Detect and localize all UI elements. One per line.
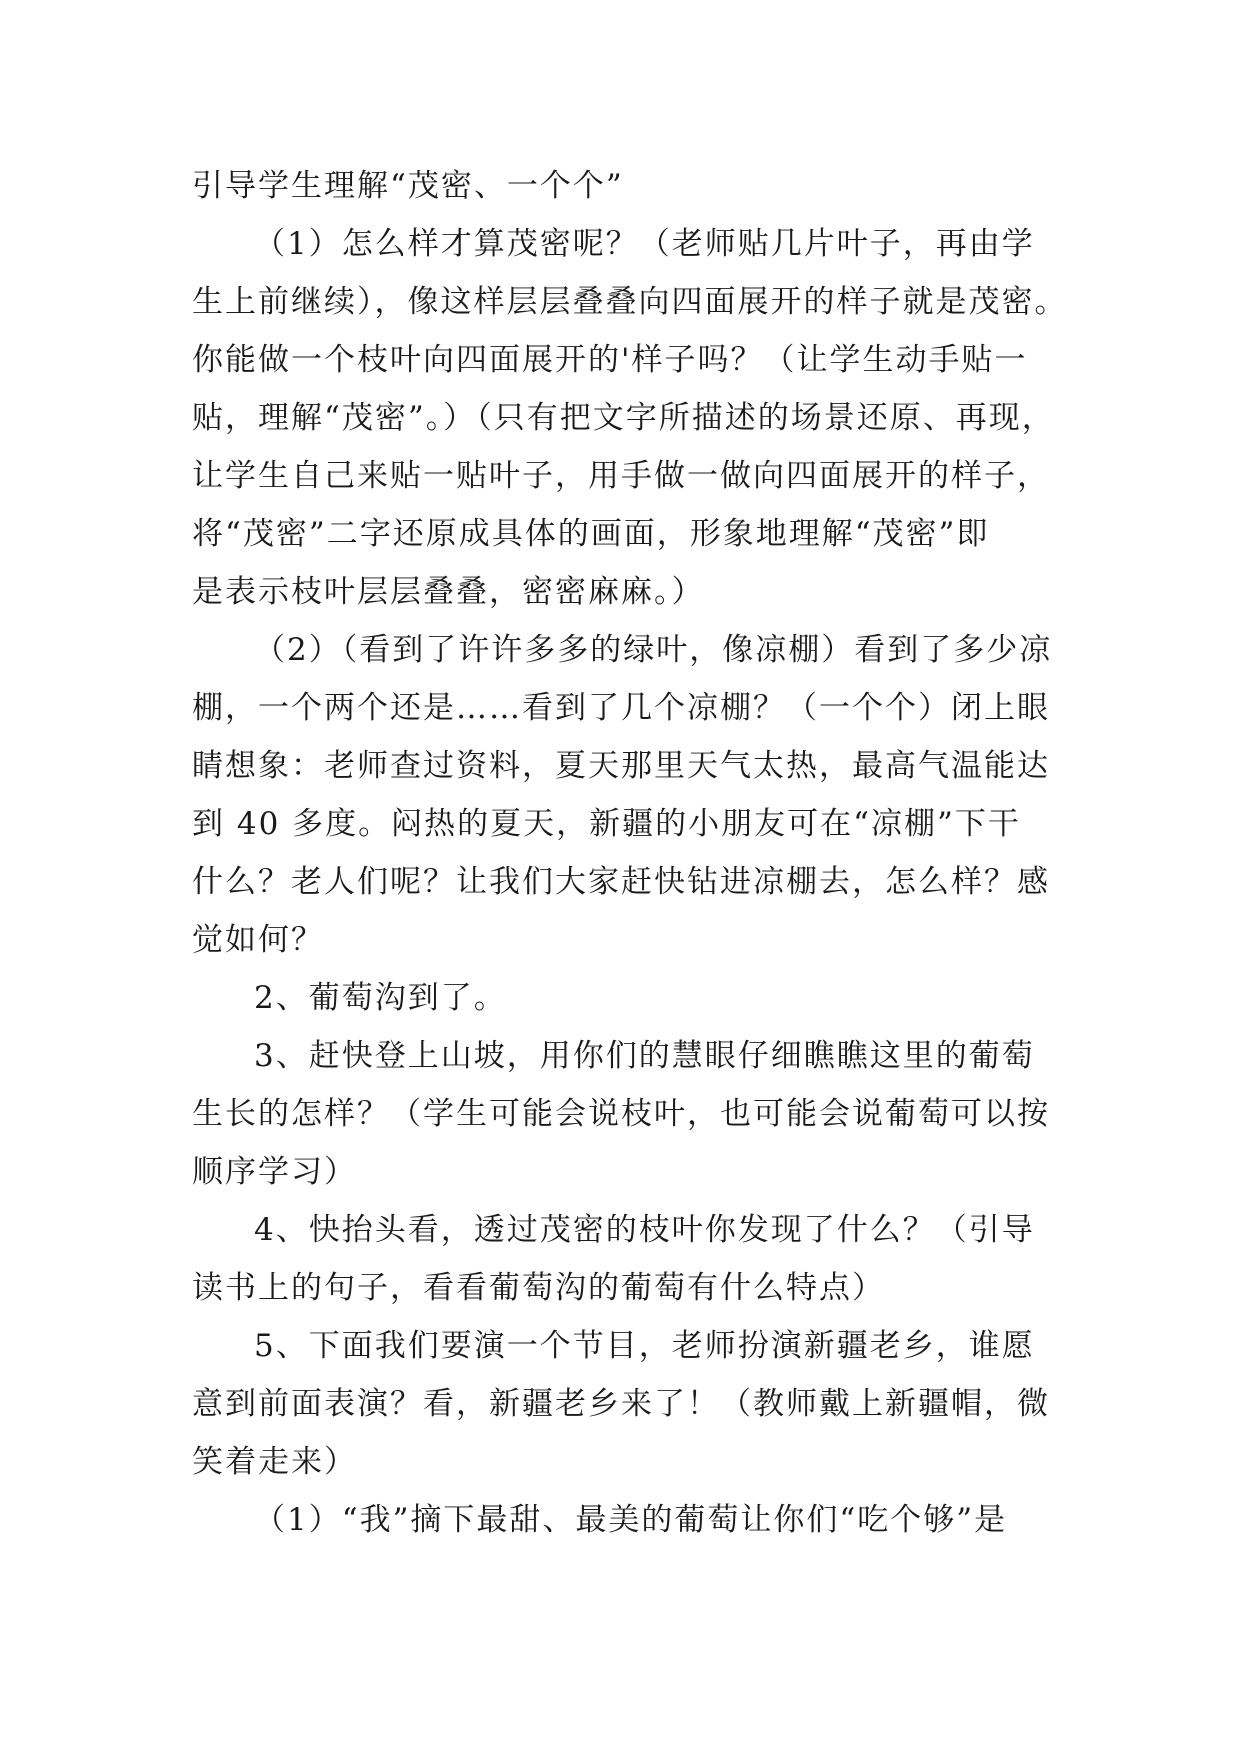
text-line: 是表示枝叶层层叠叠，密密麻麻。） [192, 574, 705, 610]
text-line: （2）（看到了许许多多的绿叶，像凉棚）看到了多少凉 [254, 632, 1053, 668]
text-line: 引导学生理解“茂密、一个个” [192, 168, 624, 204]
text-line: 读书上的句子，看看葡萄沟的葡萄有什么特点） [192, 1270, 885, 1306]
text-line: （1）怎么样才算茂密呢？（老师贴几片叶子，再由学 [254, 226, 1035, 262]
text-line: 什么？老人们呢？让我们大家赶快钻进凉棚去，怎么样？感 [192, 864, 1050, 900]
text-line: 5、下面我们要演一个节目，老师扮演新疆老乡，谁愿 [254, 1328, 1035, 1364]
text-line: 棚，一个两个还是……看到了几个凉棚？（一个个）闭上眼 [192, 690, 1050, 726]
text-line: 生长的怎样？（学生可能会说枝叶，也可能会说葡萄可以按 [192, 1096, 1050, 1132]
text-line: 笑着走来） [192, 1444, 357, 1480]
text-line: 2、葡萄沟到了。 [254, 980, 507, 1016]
text-line: 贴，理解“茂密”。）（只有把文字所描述的场景还原、再现， [192, 400, 1055, 436]
text-line: 4、快抬头看，透过茂密的枝叶你发现了什么？（引导 [254, 1212, 1035, 1248]
text-line: 让学生自己来贴一贴叶子，用手做一做向四面展开的样子， [192, 458, 1050, 494]
text-line: 睛想象：老师查过资料，夏天那里天气太热，最高气温能达 [192, 748, 1050, 784]
text-line: 到 40 多度。闷热的夏天，新疆的小朋友可在“凉棚”下干 [192, 806, 1021, 842]
text-line: 3、赶快登上山坡，用你们的慧眼仔细瞧瞧这里的葡萄 [254, 1038, 1035, 1074]
text-line: 顺序学习） [192, 1154, 357, 1190]
text-line: 觉如何？ [192, 922, 324, 958]
text-line: 生上前继续），像这样层层叠叠向四面展开的样子就是茂密。 [192, 284, 1068, 320]
text-line: 意到前面表演？看，新疆老乡来了！（教师戴上新疆帽，微 [192, 1386, 1050, 1422]
text-line: （1）“我”摘下最甜、最美的葡萄让你们“吃个够”是 [254, 1502, 1008, 1538]
text-line: 将“茂密”二字还原成具体的画面，形象地理解“茂密”即 [192, 516, 990, 552]
text-line: 你能做一个枝叶向四面展开的'样子吗？（让学生动手贴一 [192, 342, 1028, 378]
